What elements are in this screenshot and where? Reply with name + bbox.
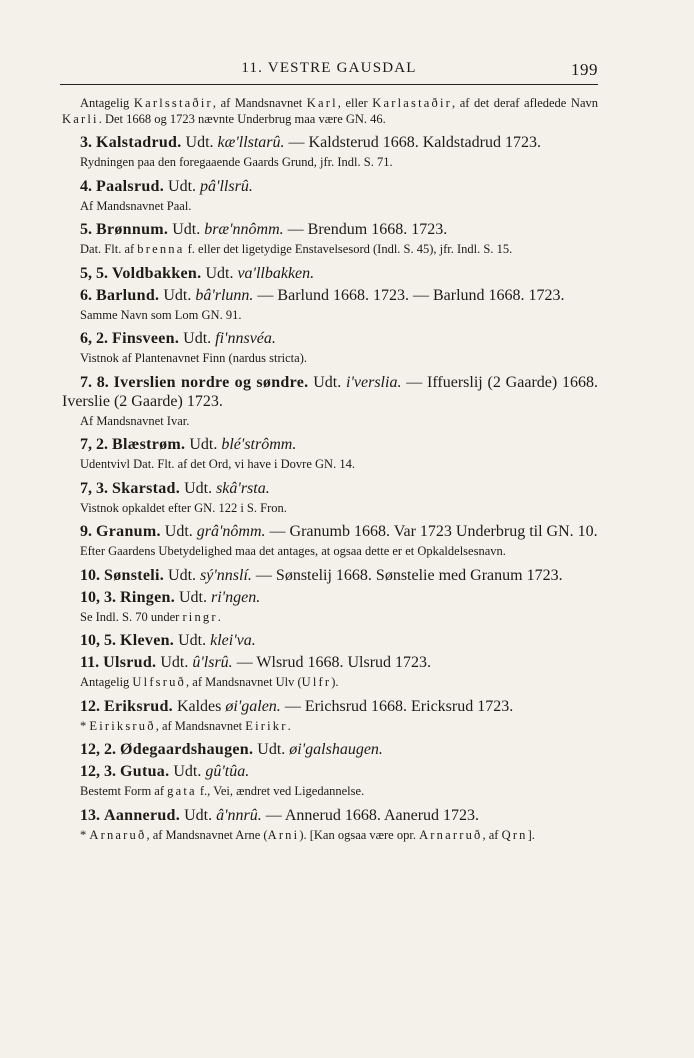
farm-entry: [62, 435, 598, 454]
text-run: — Annerud 1668. Aanerud 1723.: [261, 806, 480, 824]
spaced-form: Karlsstaðir: [133, 96, 213, 110]
entry-number: 4.: [80, 177, 96, 195]
text-run: , af Mandsnavnet: [212, 96, 307, 110]
text-run: Efter Gaardens Ubetydelighed maa det antages, at ogsaa dette er et Opkaldelsesnavn.: [80, 544, 506, 558]
text-run: Dat. Flt. af: [80, 242, 138, 256]
entry-number: 13.: [80, 806, 104, 824]
text-run: Udt.: [201, 264, 238, 282]
farm-entry: [62, 373, 598, 411]
text-run: *: [80, 827, 90, 842]
pronunciation: blé'strômm.: [221, 436, 297, 453]
text-run: *: [80, 718, 90, 733]
pronunciation: bræ'nnômm.: [204, 221, 284, 238]
text-run: Udt.: [164, 177, 201, 195]
note-paragraph: [62, 501, 598, 517]
pronunciation: øi'galshaugen.: [289, 741, 383, 758]
text-run: ].: [527, 827, 535, 842]
pronunciation: i'verslia.: [346, 373, 402, 391]
entry-number: 10.: [80, 566, 104, 584]
farm-name: Blæstrøm.: [112, 436, 186, 453]
pronunciation: skâ'rsta.: [216, 479, 270, 497]
entry-number: 9.: [80, 523, 96, 540]
farm-name: Granum.: [96, 523, 161, 540]
text-run: ).: [331, 675, 339, 689]
text-run: Udt.: [179, 330, 216, 347]
farm-entry: [62, 220, 598, 239]
pronunciation: kæ'llstarû.: [217, 134, 285, 151]
farm-entry: [62, 133, 598, 152]
spaced-form: Arni: [267, 827, 300, 842]
text-run: Udt.: [174, 632, 211, 649]
text-run: Udt.: [180, 479, 217, 497]
note-paragraph: [62, 675, 598, 691]
note-paragraph: [62, 308, 598, 324]
header-rule: [60, 84, 598, 85]
text-run: Udt.: [308, 373, 347, 391]
text-run: .: [287, 718, 291, 733]
text-run: Samme Navn som Lom GN. 91.: [80, 307, 242, 322]
farm-entry: [62, 479, 598, 498]
pronunciation: grâ'nômm.: [196, 523, 266, 540]
pronunciation: bâ'rlunn.: [195, 286, 254, 304]
text-run: Antagelig: [80, 675, 133, 689]
text-run: Antagelig: [80, 96, 134, 110]
text-run: Udt.: [181, 134, 218, 151]
note-paragraph: [62, 351, 598, 367]
farm-name: Ringen.: [120, 588, 175, 606]
entry-number: 6, 2.: [80, 330, 112, 347]
text-run: ). [Kan ogsaa være opr.: [299, 827, 420, 842]
note-paragraph: [62, 784, 598, 800]
text-run: Se Indl. S. 70 under: [80, 609, 183, 624]
text-run: , af Mandsnavnet: [155, 718, 246, 733]
note-paragraph: [62, 96, 598, 127]
text-run: Udt.: [156, 654, 193, 671]
farm-entry: [62, 329, 598, 348]
text-run: , af Mandsnavnet Ulv (: [186, 675, 302, 689]
pronunciation: sý'nnslí.: [200, 566, 252, 584]
farm-name: Gutua.: [120, 763, 170, 780]
running-header: [60, 60, 598, 82]
farm-name: Sønsteli.: [104, 566, 165, 584]
page-number: 199: [571, 60, 598, 79]
text-run: Af Mandsnavnet Ivar.: [80, 413, 190, 428]
note-paragraph: [62, 457, 598, 473]
pronunciation: ri'ngen.: [211, 588, 261, 606]
entry-number: 12, 2.: [80, 741, 120, 758]
farm-entry: [62, 286, 598, 305]
note-paragraph: [62, 544, 598, 560]
spaced-form: Qrn: [501, 827, 528, 842]
spaced-form: Ulfsruð: [132, 675, 187, 689]
entry-number: 12, 3.: [80, 763, 120, 780]
page-body: [62, 96, 598, 849]
note-paragraph: [62, 610, 598, 626]
text-run: Udt.: [175, 588, 211, 606]
text-run: Rydningen paa den foregaaende Gaards Grund, jfr. Indl. S. 71.: [80, 155, 393, 169]
farm-name: Kalstadrud.: [96, 134, 182, 151]
entry-number: 3.: [80, 134, 96, 151]
entry-number: 6.: [80, 286, 96, 304]
entry-number: 7, 3.: [80, 479, 112, 497]
text-run: , af Mandsnavnet Arne (: [146, 827, 268, 842]
pronunciation: â'nnrû.: [216, 806, 262, 824]
spaced-form: Eiriksruð: [89, 718, 156, 733]
text-run: — Iffuerslij (2 Gaarde) 1668. Iverslie (2 Gaarde) 1723.: [62, 373, 599, 410]
farm-name: Skarstad.: [112, 479, 181, 497]
pronunciation: fi'nnsvéa.: [215, 330, 276, 347]
text-run: Udentvivl Dat. Flt. af det Ord, vi have i Dovre GN. 14.: [80, 457, 355, 471]
farm-entry: [62, 697, 598, 716]
note-paragraph: [62, 828, 598, 844]
pronunciation: øi'galen.: [225, 697, 281, 715]
spaced-form: Karli: [62, 111, 99, 126]
spaced-form: Arnarruð: [419, 827, 483, 842]
farm-name: Brønnum.: [96, 221, 169, 238]
spaced-form: Ulfr: [301, 675, 332, 689]
farm-entry: [62, 631, 598, 650]
entry-number: 7, 2.: [80, 436, 112, 453]
farm-entry: [62, 522, 598, 541]
text-run: — Sønstelij 1668. Sønstelie med Granum 1723.: [251, 566, 563, 584]
text-run: Udt.: [168, 221, 205, 238]
spaced-form: gata: [167, 784, 197, 798]
text-run: , af det deraf afledede Navn: [452, 96, 598, 110]
farm-entry: [62, 806, 598, 825]
text-run: f. eller det ligetydige Enstavelsesord (Indl. S. 45), jfr. Indl. S. 15.: [184, 242, 513, 256]
spaced-form: ringr: [182, 609, 218, 624]
pronunciation: klei'va.: [210, 632, 256, 649]
text-run: Udt.: [169, 763, 206, 780]
text-run: .: [217, 609, 221, 624]
spaced-form: Karlastaðir: [372, 96, 452, 110]
farm-name: Barlund.: [96, 286, 160, 304]
farm-name: Iverslien nordre og søndre.: [113, 373, 309, 391]
farm-entry: [62, 762, 598, 781]
farm-name: Ulsrud.: [103, 654, 157, 671]
text-run: Udt.: [160, 523, 197, 540]
entry-number: 10, 3.: [80, 588, 120, 606]
entry-number: 11.: [80, 654, 104, 671]
farm-name: Paalsrud.: [96, 177, 165, 195]
text-run: Af Mandsnavnet Paal.: [80, 198, 192, 213]
pronunciation: vɑ'llbakken.: [237, 264, 315, 282]
spaced-form: Eirikr: [245, 718, 288, 733]
spaced-form: Karl: [306, 96, 338, 110]
text-run: Udt.: [164, 566, 201, 584]
farm-entry: [62, 566, 598, 585]
farm-entry: [62, 653, 598, 672]
pronunciation: û'lsrû.: [192, 654, 233, 671]
note-paragraph: [62, 719, 598, 735]
farm-entry: [62, 177, 598, 196]
text-run: , eller: [337, 96, 373, 110]
text-run: — Wlsrud 1668. Ulsrud 1723.: [232, 654, 432, 671]
note-paragraph: [62, 155, 598, 171]
text-run: — Brendum 1668. 1723.: [283, 221, 448, 238]
note-paragraph: [62, 242, 598, 258]
note-paragraph: [62, 199, 598, 215]
pronunciation: pâ'llsrû.: [200, 177, 253, 195]
farm-name: Eriksrud.: [104, 697, 173, 715]
entry-number: 5, 5.: [80, 264, 112, 282]
text-run: Kaldes: [172, 697, 226, 715]
farm-entry: [62, 264, 598, 283]
text-run: — Granumb 1668. Var 1723 Underbrug til GN. 10.: [265, 523, 598, 540]
pronunciation: gû'tûa.: [205, 763, 250, 780]
text-run: Udt.: [253, 741, 290, 758]
farm-name: Kleven.: [120, 632, 175, 649]
spaced-form: Arnaruð: [89, 827, 147, 842]
text-run: Udt.: [159, 286, 196, 304]
farm-name: Voldbakken.: [112, 264, 202, 282]
note-paragraph: [62, 414, 598, 430]
entry-number: 10, 5.: [80, 632, 120, 649]
spaced-form: brenna: [137, 242, 185, 256]
entry-number: 5.: [80, 221, 96, 238]
farm-name: Ødegaardshaugen.: [120, 741, 254, 758]
farm-entry: [62, 740, 598, 759]
text-run: Bestemt Form af: [80, 784, 168, 798]
text-run: f., Vei, ændret ved Ligedannelse.: [196, 784, 365, 798]
text-run: Vistnok opkaldet efter GN. 122 i S. Fron.: [80, 500, 287, 515]
farm-name: Aannerud.: [104, 806, 181, 824]
text-run: Udt.: [180, 806, 217, 824]
text-run: — Kaldsterud 1668. Kaldstadrud 1723.: [284, 134, 541, 151]
entry-number: 7. 8.: [80, 373, 114, 391]
text-run: — Erichsrud 1668. Ericksrud 1723.: [280, 697, 514, 715]
text-run: , af: [482, 827, 502, 842]
entry-number: 12.: [80, 697, 104, 715]
text-run: Vistnok af Plantenavnet Finn (nardus stricta).: [80, 351, 307, 365]
text-run: Udt.: [185, 436, 222, 453]
farm-entry: [62, 588, 598, 607]
text-run: — Barlund 1668. 1723. — Barlund 1668. 1723.: [253, 286, 565, 304]
text-run: . Det 1668 og 1723 nævnte Underbrug maa være GN. 46.: [98, 111, 386, 126]
chapter-title: 11. VESTRE GAUSDAL: [241, 60, 417, 76]
farm-name: Finsveen.: [112, 330, 180, 347]
